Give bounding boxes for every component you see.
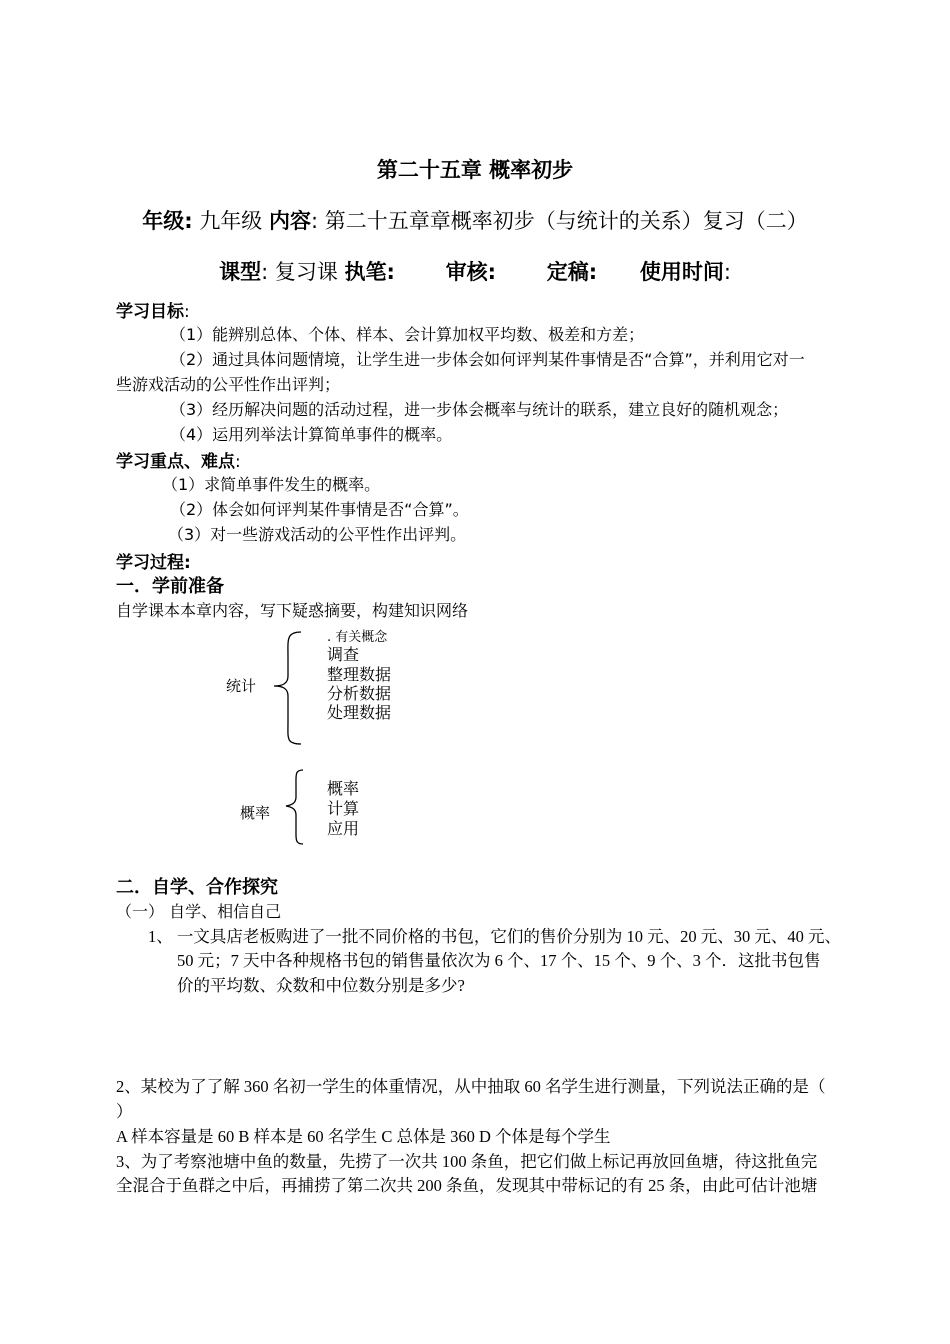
question-2-line: 2、某校为了了解 360 名初一学生的体重情况，从中抽取 60 名学生进行测量，下列说法正确的是（ bbox=[116, 1077, 826, 1096]
part1-heading: 一．学前准备 bbox=[116, 576, 224, 597]
content-label: 内容 bbox=[269, 209, 311, 233]
reviewer-label: 审核: bbox=[445, 260, 497, 284]
time-label: 使用时间 bbox=[639, 260, 724, 284]
writer-label: 执笔: bbox=[344, 260, 395, 284]
question-3-line: 全混合于鱼群之中后，再捕捞了第二次共 200 条鱼，发现其中带标记的有 25 条，由此可估计池塘 bbox=[116, 1176, 818, 1195]
prob-label: 概率 bbox=[240, 804, 271, 822]
page-title: 第二十五章 概率初步 bbox=[376, 158, 574, 182]
stats-item: 分析数据 bbox=[327, 684, 392, 703]
prob-brace-icon bbox=[282, 767, 308, 847]
stats-item: 处理数据 bbox=[327, 703, 392, 722]
grade-value: 九年级 bbox=[199, 209, 263, 233]
finalizer-label: 定稿: bbox=[546, 260, 598, 284]
meta-line-type: 课型: 复习课 执笔: 审核: 定稿: 使用时间: bbox=[219, 260, 731, 284]
objective-item: （4）运用列举法计算简单事件的概率。 bbox=[170, 425, 453, 444]
question-1-line: 价的平均数、众数和中位数分别是多少? bbox=[177, 976, 465, 995]
key-point-item: （2）体会如何评判某件事情是否“合算”。 bbox=[170, 500, 469, 519]
key-points-heading: 学习重点、难点: bbox=[116, 452, 241, 472]
type-value: 复习课 bbox=[274, 260, 338, 284]
prob-item: 计算 bbox=[327, 799, 360, 818]
stats-item: . 有关概念 bbox=[327, 630, 388, 645]
type-label: 课型 bbox=[219, 260, 262, 284]
prob-item: 应用 bbox=[327, 819, 360, 838]
content-value: 第二十五章章概率初步（与统计的关系）复习（二） bbox=[324, 209, 808, 233]
question-3-line: 3、为了考察池塘中鱼的数量，先捞了一次共 100 条鱼，把它们做上标记再放回鱼塘，待这批鱼完 bbox=[116, 1152, 818, 1171]
meta-line-grade: 年级: 九年级 内容: 第二十五章章概率初步（与统计的关系）复习（二） bbox=[142, 209, 808, 233]
question-2-line: ） bbox=[116, 1102, 133, 1121]
objectives-heading: 学习目标: bbox=[116, 302, 190, 322]
part1-text: 自学课本本章内容，写下疑惑摘要，构建知识网络 bbox=[116, 601, 469, 620]
prob-item: 概率 bbox=[327, 779, 360, 798]
objective-item: 些游戏活动的公平性作出评判； bbox=[116, 375, 341, 394]
key-point-item: （3）对一些游戏活动的公平性作出评判。 bbox=[168, 525, 467, 544]
stats-item: 调查 bbox=[327, 645, 360, 664]
part2-heading: 二．自学、合作探究 bbox=[116, 877, 278, 898]
question-2-options: A 样本容量是 60 B 样本是 60 名学生 C 总体是 360 D 个体是每个学生 bbox=[116, 1127, 611, 1146]
question-1-line: 50 元；7 天中各种规格书包的销售量依次为 6 个、17 个、15 个、9 个、3 个．这批书包售 bbox=[177, 951, 821, 970]
objective-item: （1）能辨别总体、个体、样本、会计算加权平均数、极差和方差； bbox=[170, 325, 645, 344]
part2-subheading: （一） 自学、相信自己 bbox=[116, 902, 282, 921]
key-point-item: （1）求简单事件发生的概率。 bbox=[162, 475, 381, 494]
process-heading: 学习过程: bbox=[116, 553, 191, 573]
stats-item: 整理数据 bbox=[327, 665, 392, 684]
grade-label: 年级 bbox=[142, 209, 185, 233]
objective-item: （3）经历解决问题的活动过程，进一步体会概率与统计的联系，建立良好的随机观念； bbox=[170, 400, 789, 419]
stats-label: 统计 bbox=[226, 677, 257, 695]
question-1-line: 1、 一文具店老板购进了一批不同价格的书包，它们的售价分别为 10 元、20 元、30 元、40 元、 bbox=[148, 927, 841, 946]
objective-item: （2）通过具体问题情境，让学生进一步体会如何评判某件事情是否“合算”，并利用它对一 bbox=[170, 350, 805, 369]
stats-brace-icon bbox=[268, 628, 308, 748]
